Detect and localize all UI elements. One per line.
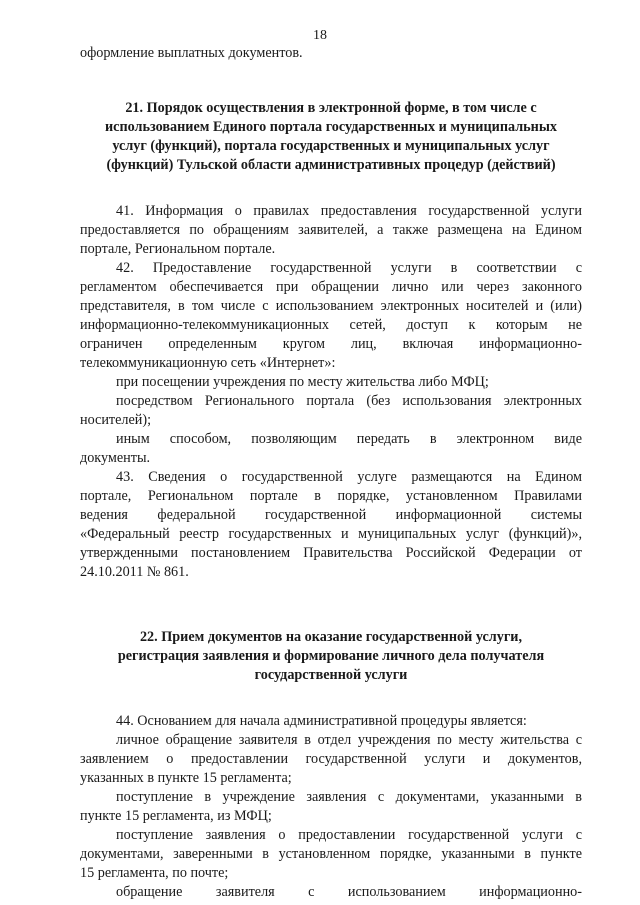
list-item: при посещении учреждения по месту жительства либо МФЦ;: [116, 374, 489, 390]
list-item-continuation: заявлением о предоставлении государственной услуги и документов,: [80, 751, 582, 767]
paragraph-line: «Федеральный реестр государственных и муниципальных услуг (функций)»,: [80, 526, 582, 542]
paragraph-line: 24.10.2011 № 861.: [80, 564, 189, 580]
paragraph-41: [80, 202, 582, 259]
heading-line: использованием Единого портала государственных и муниципальных: [104, 119, 558, 135]
paragraph-line: портале, Региональном портале.: [80, 241, 276, 257]
heading-line: услуг (функций), портала государственных и муниципальных услуг: [112, 138, 550, 154]
heading-line: 22. Прием документов на оказание государственной услуги,: [139, 629, 523, 645]
list-item-continuation: пункте 15 регламента, из МФЦ;: [80, 808, 272, 824]
paragraph-43: [80, 468, 582, 582]
paragraph-line: предоставляется по обращениям заявителей, а также размещена на Едином: [80, 222, 582, 238]
list-item: иным способом, позволяющим передать в электронном виде: [116, 431, 582, 447]
page-number: 18: [313, 28, 327, 43]
list-item-continuation: документами, заверенными в установленном порядке, указанными в пункте: [80, 846, 582, 862]
paragraph-line: регламентом обеспечивается при обращении лично или через законного: [80, 279, 582, 295]
list-item-continuation: носителей);: [80, 412, 152, 428]
section-21-heading: [80, 99, 582, 175]
list-item-continuation: указанных в пункте 15 регламента;: [80, 770, 292, 786]
list-item: поступление заявления о предоставлении государственной услуги с: [116, 827, 582, 843]
heading-line: регистрация заявления и формирование личного дела получателя: [117, 648, 545, 664]
intro-line: оформление выплатных документов.: [80, 45, 303, 61]
paragraph-line: ограничен определенным кругом лиц, включая информационно-: [80, 336, 582, 352]
section-22-heading: [80, 628, 582, 685]
paragraph-line: ведения федеральной государственной информационной системы: [80, 507, 582, 523]
paragraph-42: [80, 259, 582, 373]
paragraph-line: утвержденными постановлением Правительства Российской Федерации от: [80, 545, 582, 561]
paragraph-line: 41. Информация о правилах предоставления государственной услуги: [116, 203, 582, 219]
paragraph-line: телекоммуникационную сеть «Интернет»:: [80, 355, 336, 371]
heading-line: (функций) Тульской области административных процедур (действий): [106, 157, 556, 173]
list-item-continuation: 15 регламента, по почте;: [80, 865, 229, 881]
paragraph-line: представителя, в том числе с использованием электронных носителей и (или): [80, 298, 582, 314]
paragraph-42-list: [80, 373, 582, 468]
paragraph-line: 44. Основанием для начала административной процедуры является:: [116, 713, 527, 729]
list-item-continuation: документы.: [80, 450, 151, 466]
list-item: поступление в учреждение заявления с документами, указанными в: [116, 789, 582, 805]
list-item: личное обращение заявителя в отдел учреждения по месту жительства с: [116, 732, 582, 748]
paragraph-line: информационно-телекоммуникационных сетей, доступ к которым не: [80, 317, 582, 333]
paragraph-line: 43. Сведения о государственной услуге размещаются на Едином: [116, 469, 582, 485]
paragraph-line: портале, Региональном портале в порядке, установленном Правилами: [80, 488, 582, 504]
list-item: посредством Регионального портала (без использования электронных: [116, 393, 582, 409]
paragraph-line: 42. Предоставление государственной услуги в соответствии с: [116, 260, 582, 276]
heading-line: 21. Порядок осуществления в электронной форме, в том числе с: [125, 100, 537, 116]
paragraph-44: [80, 712, 582, 731]
document-body: [80, 44, 582, 902]
heading-line: государственной услуги: [254, 667, 408, 683]
list-item: обращение заявителя с использованием информационно-: [116, 884, 582, 900]
paragraph-44-list: [80, 731, 582, 902]
